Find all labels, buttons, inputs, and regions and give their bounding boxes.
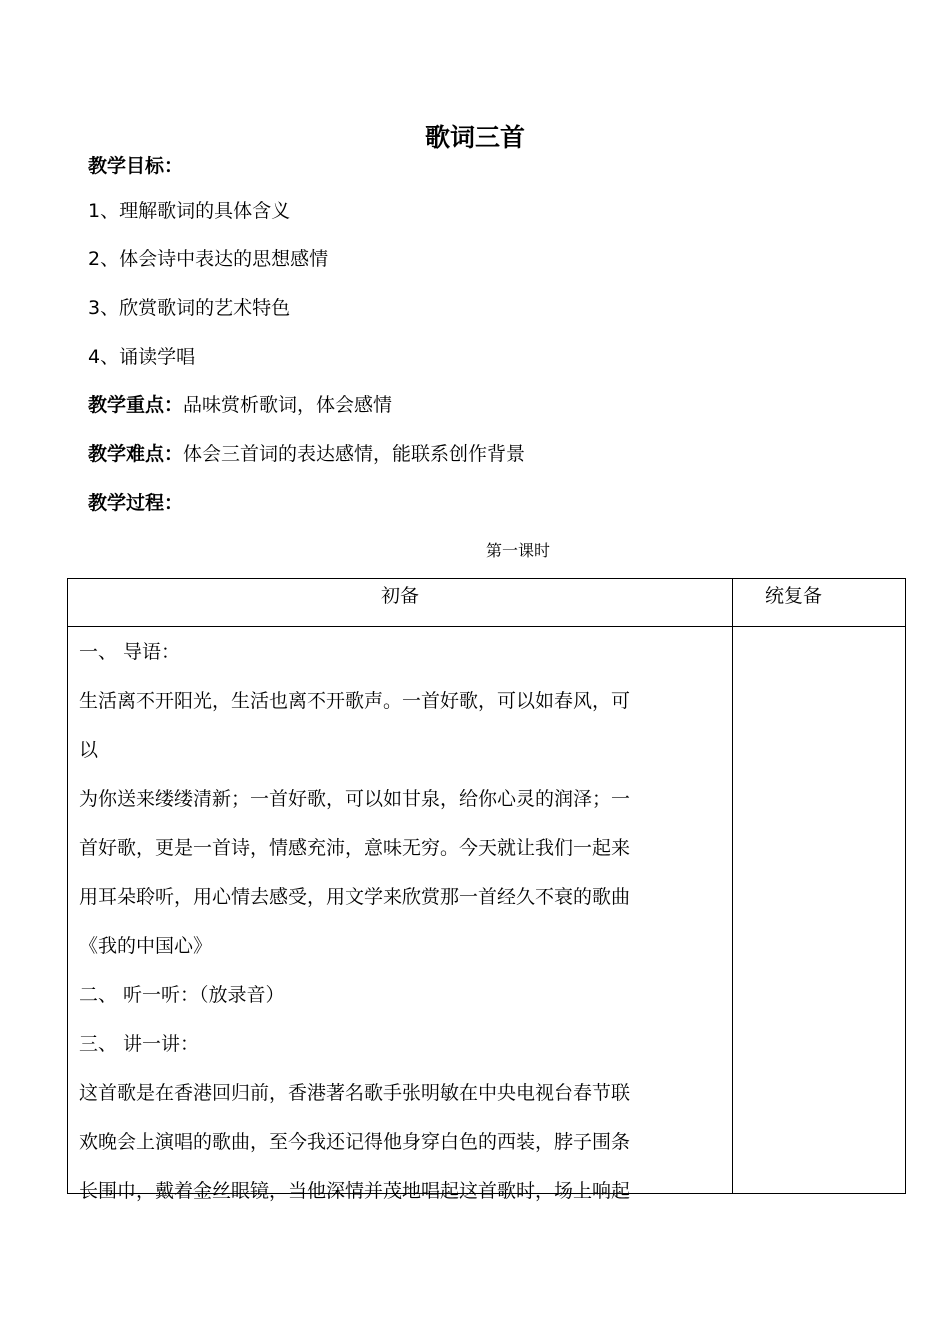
difficulty-point <box>88 439 525 469</box>
table-line: 用耳朵聆听，用心情去感受，用文学来欣赏那一首经久不衰的歌曲 <box>79 886 631 908</box>
column-header-initial-prep: 初备 <box>380 585 419 607</box>
lesson-plan-table <box>67 578 906 1202</box>
table-line: 欢晚会上演唱的歌曲，至今我还记得他身穿白色的西装，脖子围条 <box>79 1131 631 1153</box>
table-body-text <box>79 628 729 1216</box>
column-header-review-prep: 统复备 <box>765 585 823 607</box>
document-title: 歌词三首 <box>424 123 525 152</box>
lesson-label: 第一课时 <box>485 541 550 560</box>
table-line: 一、 导语： <box>79 641 181 663</box>
table-column-divider <box>732 579 733 1193</box>
table-line: 《我的中国心》 <box>79 935 213 957</box>
objective-item: 1、理解歌词的具体含义 <box>88 200 291 222</box>
key-point <box>88 390 392 420</box>
difficulty-text: 体会三首词的表达感情，能联系创作背景 <box>183 443 526 465</box>
table-line: 为你送来缕缕清新；一首好歌，可以如甘泉，给你心灵的润泽；一 <box>79 788 631 810</box>
table-line: 这首歌是在香港回归前，香港著名歌手张明敏在中央电视台春节联 <box>79 1082 631 1104</box>
process-heading: 教学过程： <box>88 492 184 514</box>
table-header-divider <box>68 626 905 627</box>
table-line: 生活离不开阳光，生活也离不开歌声。一首好歌，可以如春风，可 <box>79 690 631 712</box>
difficulty-label: 教学难点： <box>88 443 184 465</box>
objectives-heading: 教学目标： <box>88 155 184 177</box>
table-line: 首好歌，更是一首诗，情感充沛，意味无穷。今天就让我们一起来 <box>79 837 631 859</box>
table-line: 二、 听一听：（放录音） <box>79 984 285 1006</box>
table-line: 长围巾，戴着金丝眼镜，当他深情并茂地唱起这首歌时，场上响起 <box>79 1180 631 1202</box>
objective-item: 2、体会诗中表达的思想感情 <box>88 248 329 270</box>
key-point-text: 品味赏析歌词，体会感情 <box>183 394 393 416</box>
objective-item: 4、诵读学唱 <box>88 346 196 368</box>
objective-item: 3、欣赏歌词的艺术特色 <box>88 297 291 319</box>
table-line: 以 <box>79 739 99 761</box>
table-line: 三、 讲一讲： <box>79 1033 200 1055</box>
key-point-label: 教学重点： <box>88 394 184 416</box>
